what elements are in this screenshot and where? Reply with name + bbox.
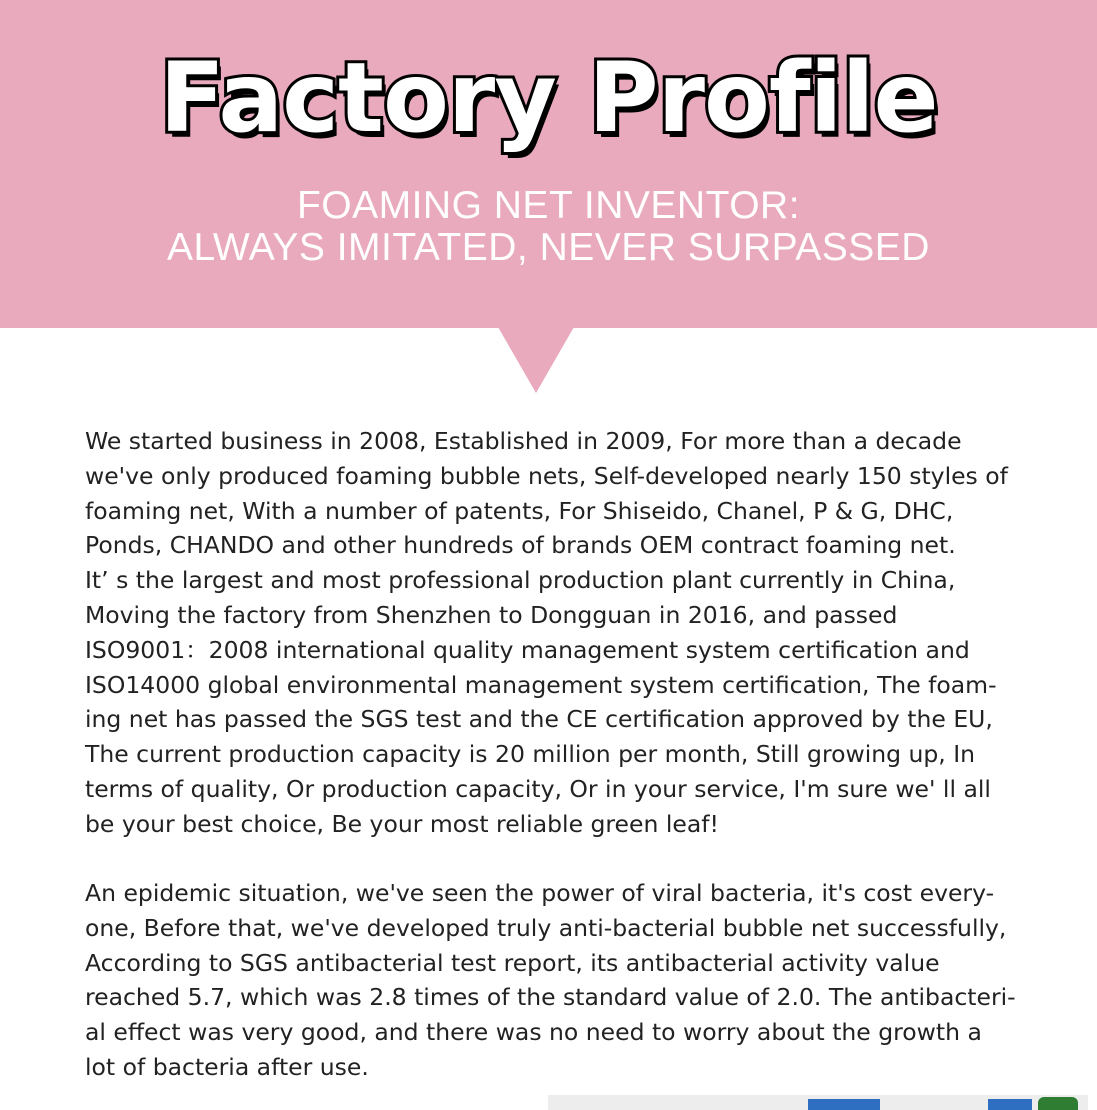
paragraph-line: al effect was very good, and there was no need to worry about the growth a [85,1018,982,1047]
paragraph-line: ISO9001：2008 international quality management system certification and [85,635,970,664]
paragraph-line: We started business in 2008, Established in 2009, For more than a decade [85,427,962,455]
subtitle-line-2: ALWAYS IMITATED, NEVER SURPASSED [167,226,930,269]
paragraph-line: foaming net, With a number of patents, For Shiseido, Chanel, P & G, DHC, [85,496,954,525]
page-title: Factory Profile [159,42,938,154]
factory-photo [548,1095,1088,1110]
paragraph-line: ISO14000 global environmental management system certification, The foam- [85,670,997,699]
paragraph-line: we've only produced foaming bubble nets, Self-developed nearly 150 styles of [85,461,1008,490]
paragraph-line: one, Before that, we've developed truly anti-bacterial bubble net successfully, [85,913,1007,942]
paragraph-line: be your best choice, Be your most reliable green leaf! [85,809,719,838]
paragraph-line: It’ s the largest and most professional production plant currently in China, [85,566,956,595]
paragraph-line: According to SGS antibacterial test report, its antibacterial activity value [85,948,940,977]
antibacterial-paragraph [85,876,1025,1085]
banner-pointer-triangle [498,327,574,393]
paragraph-line: terms of quality, Or production capacity, Or in your service, I'm sure we' ll all [85,774,991,803]
paragraph-line: The current production capacity is 20 million per month, Still growing up, In [85,740,976,769]
paragraph-line: reached 5.7, which was 2.8 times of the standard value of 2.0. The antibacteri- [85,983,1016,1012]
paragraph-line: ing net has passed the SGS test and the CE certification approved by the EU, [85,705,993,734]
paragraph-line: Moving the factory from Shenzhen to Dongguan in 2016, and passed [85,600,898,629]
subtitle-line-1: FOAMING NET INVENTOR: [296,184,801,227]
building-window [808,1099,880,1110]
header-banner [0,0,1097,328]
paragraph-line: Ponds, CHANDO and other hundreds of brands OEM contract foaming net. [85,531,956,560]
tree-foliage [1038,1097,1078,1110]
paragraph-line: lot of bacteria after use. [85,1052,369,1081]
paragraph-line: An epidemic situation, we've seen the power of viral bacteria, it's cost every- [85,879,995,907]
building-window [988,1099,1032,1110]
company-history-paragraph [85,424,1025,842]
